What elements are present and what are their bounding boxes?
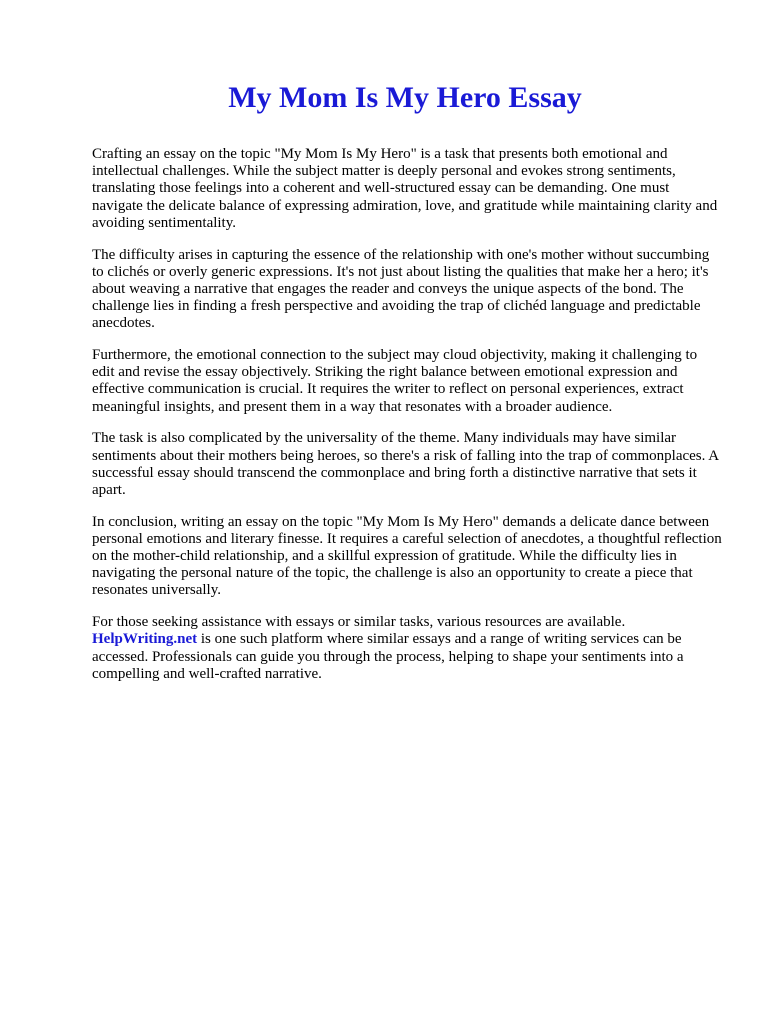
page-title: My Mom Is My Hero Essay <box>228 81 582 114</box>
essay-body <box>92 146 722 697</box>
paragraph-2: The difficulty arises in capturing the essence of the relationship with one's mother without succumbing to clichés or overly generic expressions. It's not just about listing the qualities that make her a hero; it's about weaving a narrative that engages the reader and conveys the unique aspects of the bond. The challenge lies in finding a fresh perspective and avoiding the trap of clichéd language and predictable anecdotes. <box>92 246 710 332</box>
helpwriting-link[interactable]: HelpWriting.net <box>92 631 198 648</box>
paragraph-4: The task is also complicated by the universality of the theme. Many individuals may have similar sentiments about their mothers being heroes, so there's a risk of falling into the trap of commonplaces. A successful essay should transcend the commonplace and bring forth a distinctive narrative that sets it apart. <box>92 430 719 498</box>
paragraph-3: Furthermore, the emotional connection to the subject may cloud objectivity, making it challenging to edit and revise the essay objectively. Striking the right balance between emotional expression and effective communication is crucial. It requires the writer to reflect on personal experiences, extract meaningful insights, and present them in a way that resonates with a broader audience. <box>92 347 698 415</box>
paragraph-1: Crafting an essay on the topic "My Mom Is My Hero" is a task that presents both emotional and intellectual challenges. While the subject matter is deeply personal and evokes strong sentiments, translating those feelings into a coherent and well-structured essay can be demanding. One must navigate the delicate balance of expressing admiration, love, and gratitude while maintaining clarity and avoiding sentimentality. <box>92 146 718 231</box>
paragraph-6-intro: For those seeking assistance with essays or similar tasks, various resources are available. <box>92 614 626 631</box>
paragraph-6-rest: is one such platform where similar essays and a range of writing services can be accessed. Professionals can guide you through the process, helping to shape your sentiments into a compelling and well-crafted narrative. <box>92 631 684 682</box>
paragraph-6 <box>92 614 722 683</box>
paragraph-5: In conclusion, writing an essay on the topic "My Mom Is My Hero" demands a delicate dance between personal emotions and literary finesse. It requires a careful selection of anecdotes, a thoughtful reflection on the mother-child relationship, and a skillful expression of gratitude. While the difficulty lies in navigating the personal nature of the topic, the challenge is also an opportunity to create a piece that resonates universally. <box>92 513 722 599</box>
